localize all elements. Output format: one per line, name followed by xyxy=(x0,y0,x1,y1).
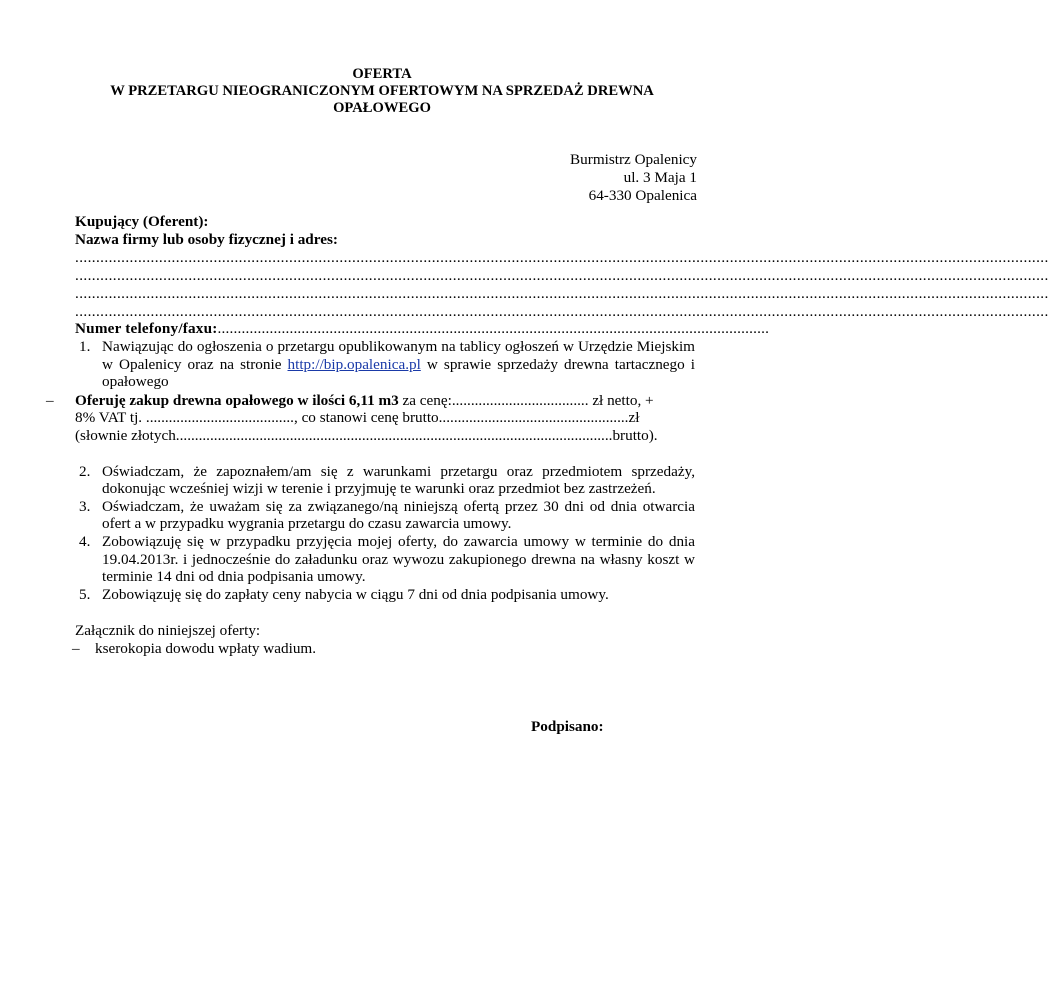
phone-line xyxy=(75,320,770,338)
list-item-text: Oświadczam, że uważam się za związanego/ną niniejszą ofertą przez 30 dni od dnia otwarcia ofert a w przypadku wygrania przetargu do czasu zawarcia umowy. xyxy=(102,497,695,533)
recipient-address xyxy=(570,151,697,205)
phone-dots: .......................................................................................................................................... xyxy=(217,320,770,337)
list-item-text: Oświadczam, że zapoznałem/am się z warunkami przetargu oraz przedmiotem sprzedaży, dokonując wcześniej wizji w terenie i przyjmuję te warunki oraz przedmiot bez zastrzeżeń. xyxy=(102,462,695,498)
list-item-1 xyxy=(75,338,695,391)
title-line-2: W PRZETARGU NIEOGRANICZONYM OFERTOWYM NA SPRZEDAŻ DREWNA xyxy=(110,83,654,99)
offer-line-3: (słownie złotych...................................................................................................................brutto). xyxy=(75,426,658,444)
attachment-section xyxy=(72,622,317,658)
offer-line-1 xyxy=(46,391,695,410)
bip-link[interactable]: http://bip.opalenica.pl xyxy=(287,355,421,373)
list-item-text: Zobowiązuję się w przypadku przyjęcia mojej oferty, do zawarcia umowy w terminie do dnia 19.04.2013r. i jednocześnie do załadunku oraz wywozu zakupionego drewna na własny koszt w terminie 14 dni od dnia podpisania umowy. xyxy=(102,532,695,586)
buyer-section xyxy=(75,213,1049,321)
list-item-5 xyxy=(75,586,695,604)
list-number: 3. xyxy=(79,497,91,515)
buyer-name-label: Nazwa firmy lub osoby fizycznej i adres: xyxy=(75,231,338,248)
list-number: 2. xyxy=(79,462,91,480)
buyer-dotted-line: ........................................................................................................................................................................................................................................ xyxy=(75,285,1049,302)
list-item-2 xyxy=(75,463,695,498)
title-line-1: OFERTA xyxy=(352,66,412,82)
list-number: 4. xyxy=(79,532,91,550)
buyer-heading: Kupujący (Oferent): xyxy=(75,213,209,230)
offer-section xyxy=(46,320,770,603)
offer-bold-text: Oferuję zakup drewna opałowego w ilości 6,11 m3 xyxy=(75,391,399,409)
recipient-street: ul. 3 Maja 1 xyxy=(623,169,697,186)
buyer-dotted-line: ........................................................................................................................................................................................................................................ xyxy=(75,303,1049,320)
signature-label: Podpisano: xyxy=(531,718,604,735)
document-title xyxy=(70,66,694,117)
list-number: 1. xyxy=(79,338,91,355)
list-item-text: Zobowiązuję się do zapłaty ceny nabycia w ciągu 7 dni od dnia podpisania umowy. xyxy=(102,585,609,603)
list-item-3 xyxy=(75,498,695,533)
attachment-item xyxy=(72,640,317,658)
item-1-text-after: w sprawie sprzedaży drewna tartacznego i opałowego xyxy=(102,355,696,391)
attachment-heading: Załącznik do niniejszej oferty: xyxy=(75,622,261,639)
list-item-4 xyxy=(75,533,695,586)
offer-line-2: 8% VAT tj. ......................................., co stanowi cenę brutto..................................................zł xyxy=(75,409,640,427)
buyer-dotted-line: ........................................................................................................................................................................................................................................ xyxy=(75,249,1049,266)
buyer-dotted-line: ........................................................................................................................................................................................................................................ xyxy=(75,267,1049,284)
recipient-name: Burmistrz Opalenicy xyxy=(570,151,697,168)
list-number: 5. xyxy=(79,585,91,603)
offer-line-1-rest: za cenę:.................................... zł netto, + xyxy=(398,391,654,409)
phone-label: Numer telefony/faxu: xyxy=(75,320,218,337)
item-1-text-before: Nawiązując do ogłoszenia o przetargu opublikowanym na tablicy ogłoszeń w Urzędzie Miejskim w Opalenicy oraz na stronie xyxy=(102,338,695,373)
attachment-item-text: kserokopia dowodu wpłaty wadium. xyxy=(95,640,317,657)
title-line-3: OPAŁOWEGO xyxy=(333,100,431,116)
recipient-city: 64-330 Opalenica xyxy=(588,187,697,204)
dash-bullet: – xyxy=(46,391,54,409)
dash-bullet: – xyxy=(72,640,80,657)
